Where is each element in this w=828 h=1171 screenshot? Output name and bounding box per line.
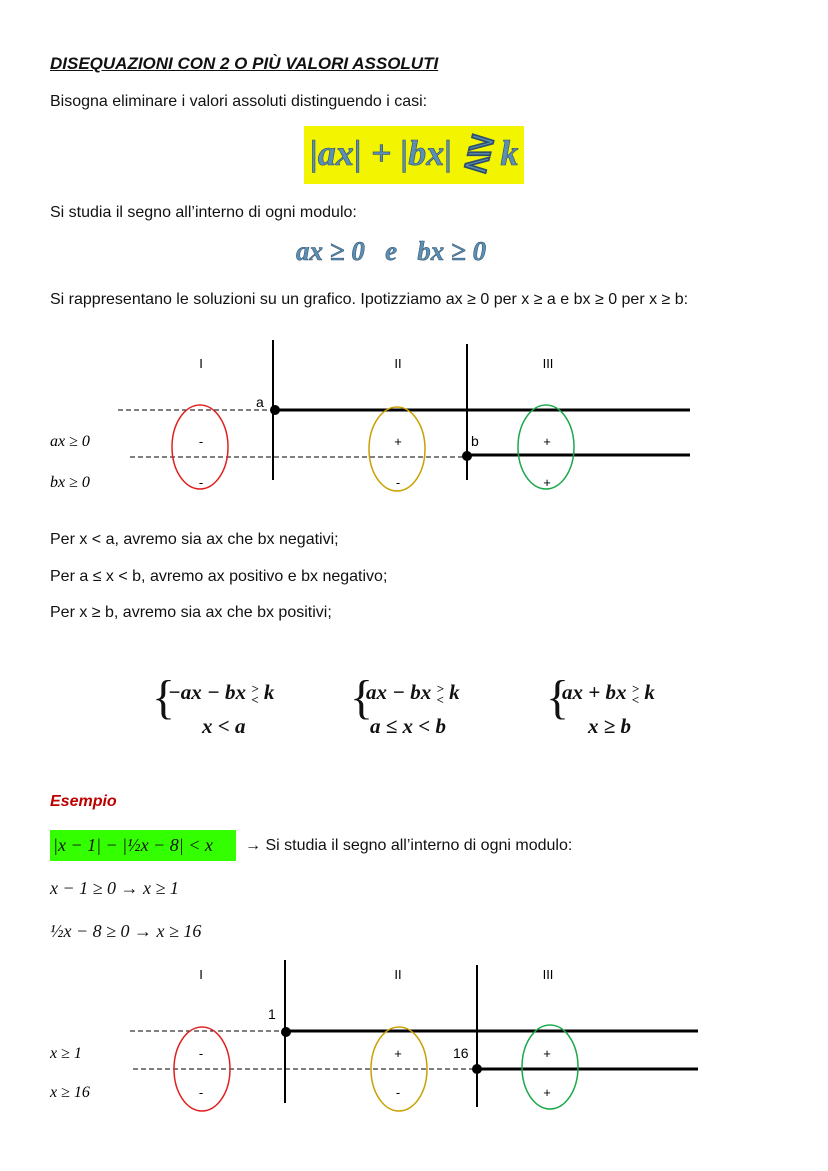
system-2-cond: a ≤ x < b: [370, 714, 446, 738]
point-b-label: b: [471, 433, 479, 449]
system-3-cond: x ≥ b: [588, 714, 632, 738]
system-2-ineq: ax − bx: [366, 680, 432, 704]
system-1-gtlt: > <: [251, 681, 259, 708]
g2-sign-r1-c2: +: [394, 1046, 402, 1061]
main-formula-box: [304, 126, 524, 184]
g2-region-label-2: II: [394, 967, 402, 982]
g2-sign-r2-c1: -: [198, 1085, 204, 1100]
example-heading: Esempio: [50, 793, 117, 810]
brace-3: {: [546, 671, 570, 724]
system-3-gtlt: > <: [631, 681, 640, 708]
g2-point-16-dot: [472, 1064, 482, 1074]
sign-graph-1: [0, 330, 828, 500]
g2-sign-r1-c3: +: [543, 1046, 551, 1061]
g2-point-1-dot: [281, 1027, 291, 1037]
page-title: DISEQUAZIONI CON 2 O PIÙ VALORI ASSOLUTI: [50, 54, 439, 73]
case-3: Per x ≥ b, avremo sia ax che bx positivi;: [50, 604, 332, 621]
brace-2: {: [350, 671, 374, 724]
g2-region-label-3: III: [542, 967, 554, 982]
example-step-2: ½x − 8 ≥ 0 → x ≥ 16: [50, 921, 202, 941]
point-b-dot: [462, 451, 472, 461]
example-arrow-text: → Si studia il segno all’interno di ogni modulo:: [245, 837, 573, 854]
g2-sign-r2-c2: -: [395, 1085, 401, 1100]
system-1-cond: x < a: [202, 714, 246, 738]
system-2-gtlt: > <: [436, 681, 444, 708]
main-formula: |ax| + |bx| ⋛ k: [310, 133, 519, 173]
sign-graph-2: [0, 955, 828, 1120]
sign-conditions: ax ≥ 0 e bx ≥ 0: [296, 236, 487, 266]
row-label-2: bx ≥ 0: [50, 474, 90, 491]
case-1: Per x < a, avremo sia ax che bx negativi;: [50, 531, 339, 548]
intro-text: Bisogna eliminare i valori assoluti distinguendo i casi:: [50, 93, 428, 110]
region-label-1: I: [199, 356, 203, 371]
region-label-2: II: [394, 356, 402, 371]
system-1-rhs: k: [263, 680, 275, 704]
g2-row-label-2: x ≥ 16: [50, 1084, 90, 1101]
brace-1: {: [152, 671, 176, 724]
g2-region-label-1: I: [199, 967, 203, 982]
example-step-1: x − 1 ≥ 0 → x ≥ 1: [50, 878, 179, 898]
sign-r1-c3: +: [543, 434, 551, 449]
system-1-ineq: −ax − bx: [168, 680, 246, 704]
point-a-dot: [270, 405, 280, 415]
row-label-1: ax ≥ 0: [50, 433, 90, 450]
sign-r2-c1: -: [198, 475, 204, 490]
example-inequality-box: [50, 830, 236, 861]
sign-r1-c2: +: [394, 434, 402, 449]
example-inequality: |x − 1| − |½x − 8| < x: [53, 835, 213, 855]
sign-r2-c2: -: [395, 475, 401, 490]
system-3-ineq: ax + bx: [562, 680, 627, 704]
point-a-label: a: [256, 394, 264, 410]
case-2: Per a ≤ x < b, avremo ax positivo e bx negativo;: [50, 568, 388, 585]
sign-r1-c1: -: [198, 434, 204, 449]
sign-r2-c3: +: [543, 475, 551, 490]
g2-point-16-label: 16: [453, 1045, 469, 1061]
system-3-rhs: k: [644, 680, 655, 704]
g2-row-label-1: x ≥ 1: [50, 1045, 82, 1062]
g2-sign-r2-c3: +: [543, 1085, 551, 1100]
system-2-rhs: k: [449, 680, 460, 704]
g2-sign-r1-c1: -: [198, 1046, 204, 1061]
study-sign-text: Si studia il segno all’interno di ogni modulo:: [50, 204, 357, 221]
graph-intro-text: Si rappresentano le soluzioni su un grafico. Ipotizziamo ax ≥ 0 per x ≥ a e bx ≥ 0 per x ≥ b:: [50, 291, 689, 308]
region-label-3: III: [542, 356, 554, 371]
g2-point-1-label: 1: [268, 1006, 276, 1022]
